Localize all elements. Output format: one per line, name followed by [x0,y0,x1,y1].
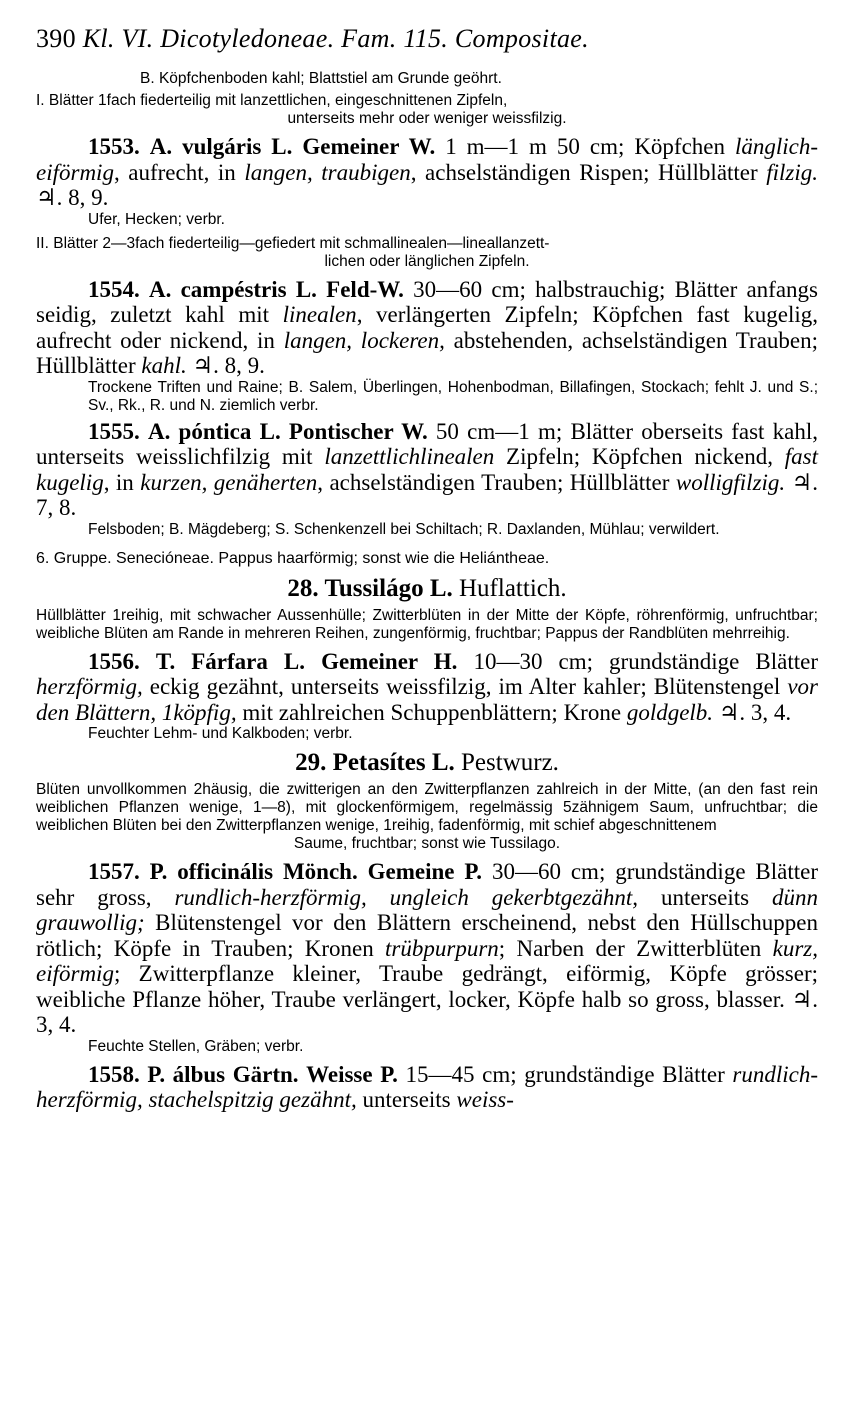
entry-italic: kurzen, genäherten [140,469,318,495]
entry-text: ♃. 8, 9. [186,353,265,378]
genus-description [36,781,818,853]
group-heading: 6. Gruppe. Senecióneae. Pappus haarförmig; sonst wie die Heliántheae. [36,549,550,567]
species-name: T. Fárfara L. [155,648,306,674]
header-title: Kl. VI. Dicotyledoneae. Fam. 115. Compositae. [82,24,589,53]
entry-italic: lanzettlichlinealen [324,444,495,469]
entry-number: 1557. [88,859,140,884]
entry-italic: herzförmig, [36,674,143,699]
entry-text: 10—30 cm; grundständige Blätter [457,648,819,674]
entry-text: ♃. 7, 8. [36,469,818,520]
entry-text: ; Narben der Zwitterblüten [498,935,773,961]
entry-1556 [36,649,818,726]
entry-1558 [36,1062,818,1113]
key-i-line1: I. Blätter 1fach fiederteilig mit lanzettlichen, eingeschnittenen Zipfeln, [36,92,508,109]
entry-italic: linealen [282,302,357,327]
entry-number: 1554. [88,276,140,302]
entry-text: ♃. 8, 9. [36,185,109,210]
entry-text: mit zahlreichen Schuppenblättern; Krone [236,699,627,725]
entry-italic: langen, lockeren, [283,327,445,353]
species-name: A. póntica L. [147,418,281,444]
vernacular-name: Pontischer W. [288,418,428,444]
habitat-note: Feuchter Lehm- und Kalkboden; verbr. [88,725,353,742]
entry-1554 [36,277,818,379]
key-b: B. Köpfchenboden kahl; Blattstiel am Grunde geöhrt. [140,70,502,87]
species-name: A. vulgáris L. [149,134,293,159]
page [36,22,818,1113]
vernacular-name: Gemeiner W. [302,134,436,159]
genus-description: Hüllblätter 1reihig, mit schwacher Aussenhülle; Zwitterblüten in der Mitte der Köpfe, röhrenförmig, unfruchtbar; weibliche Blüten am Rande in mehreren Reihen, zungenförmig, fruchtbar; Pappus der Randblüten mehrreihig. [36,606,818,642]
entry-italic: vor den Blättern, 1köpfig, [36,674,818,725]
entry-italic: weiss- [456,1087,514,1112]
entry-text: eckig gezähnt, unterseits weissfilzig, im Alter kahler; Blütenstengel [142,674,788,699]
entry-text: , in [103,469,141,495]
entry-text: ; Zwitterpflanze kleiner, Traube gedrängt, eiförmig, Köpfe grösser; weibliche Pflanze höher, Traube verlängert, locker, Köpfe halb so gross, blasser. ♃. 3, 4. [36,961,818,1037]
genus-name: 28. Tussilágo L. [287,574,453,602]
habitat-note: Ufer, Hecken; verbr. [88,210,225,228]
entry-italic: länglich-eiförmig [36,134,819,185]
genus-description-text: Blüten unvollkommen 2häusig, die zwitterigen an den Zwitterpflanzen zahlreich in der Mitte, (an den fast rein weiblichen Pflanzen wenige, 1—8), mit glockenförmigem, regelmässig 5zähnigem Saum, unfruchtbar; die weiblichen Blüten bei den Zwitterpflanzen wenige, 1reihig, fadenförmig, mit schief abgeschnittenem [36,781,818,834]
entry-text: 50 cm—1 m; Blätter oberseits fast kahl, unterseits weisslichfilzig mit [36,418,819,469]
entry-italic: goldgelb. [626,699,714,725]
entry-italic: dünn grauwollig; [36,884,818,935]
entry-text: , verlängerten Zipfeln; Köpfchen fast kugelig, aufrecht oder nickend, in [36,302,818,353]
page-number: 390 [36,24,76,53]
key-ii-line1: II. Blätter 2—3fach fiederteilig—gefiedert mit schmallinealen—lineallanzett- [36,234,550,252]
entry-italic: fast kugelig [36,444,818,495]
habitat-note: Felsboden; B. Mägdeberg; S. Schenkenzell bei Schiltach; R. Daxlanden, Mühlau; verwildert. [88,520,720,538]
vernacular-name: Feld-W. [326,276,404,302]
entry-text: , achselständigen Rispen; Hüllblätter [410,159,767,185]
genus-heading-29 [36,747,818,779]
running-header [36,22,818,56]
species-name: P. officinális Mönch. [149,859,358,884]
vernacular-name: Weisse P. [306,1061,398,1087]
vernacular-name: Gemeine P. [367,859,483,884]
entry-italic: wolligfilzig. [675,469,786,495]
key-i-line2: unterseits mehr oder weniger weissfilzig. [287,110,567,127]
vernacular-name: Gemeiner H. [321,648,458,674]
entry-text: 1 m—1 m 50 cm; Köpfchen [435,134,735,159]
genus-common-name: Huflattich. [459,574,567,602]
entry-text: unterseits [356,1087,457,1112]
entry-text: Zipfeln; Köpfchen nickend, [494,444,785,469]
entry-text: abstehenden, achselständigen Trauben; Hüllblätter [36,327,819,378]
entry-italic: kurz, eiförmig [36,935,818,986]
genus-heading-28 [36,573,818,605]
entry-italic: filzig. [766,159,818,185]
entry-number: 1553. [88,134,140,159]
habitat-note: Trockene Triften und Raine; B. Salem, Überlingen, Hohenbodman, Billafingen, Stockach; fehlt J. und S.; Sv., Rk., R. und N. ziemlich verbr. [88,378,818,414]
genus-common-name: Pestwurz. [461,749,559,776]
entry-1553 [36,134,818,211]
entry-1557 [36,859,818,1038]
entry-number: 1558. [88,1061,140,1087]
entry-number: 1556. [88,648,140,674]
entry-text: Blütenstengel vor den Blättern erscheinend, nebst den Hüllschuppen rötlich; Köpfe in Trauben; Kronen [36,910,818,961]
entry-number: 1555. [88,418,140,444]
genus-description-last: Saume, fruchtbar; sonst wie Tussilago. [293,835,561,852]
entry-text: unterseits [638,884,772,910]
entry-text: , achselständigen Trauben; Hüllblätter [317,469,676,495]
entry-italic: kahl. [141,353,187,378]
entry-italic: rundlich-herzförmig, ungleich gekerbtgezähnt, [174,884,639,910]
entry-text: 15—45 cm; grundständige Blätter [397,1061,733,1087]
entry-1555 [36,419,818,521]
habitat-note: Feuchte Stellen, Gräben; verbr. [88,1037,304,1055]
entry-italic: trübpurpurn [385,935,499,961]
entry-text: 30—60 cm; grundständige Blätter sehr gross, [36,859,819,910]
genus-name: 29. Petasítes L. [295,749,455,776]
entry-text: ♃. 3, 4. [713,699,792,725]
entry-italic: rundlich-herzförmig, stachelspitzig gezähnt, [36,1061,818,1112]
species-name: P. álbus Gärtn. [147,1061,299,1087]
entry-text: 30—60 cm; halbstrauchig; Blätter anfangs seidig, zuletzt kahl mit [36,276,818,327]
key-ii-line2: lichen oder länglichen Zipfeln. [324,252,530,270]
entry-text: , aufrecht, in [113,159,245,185]
species-name: A. campéstris L. [148,276,317,302]
entry-italic: langen, traubigen [244,159,411,185]
